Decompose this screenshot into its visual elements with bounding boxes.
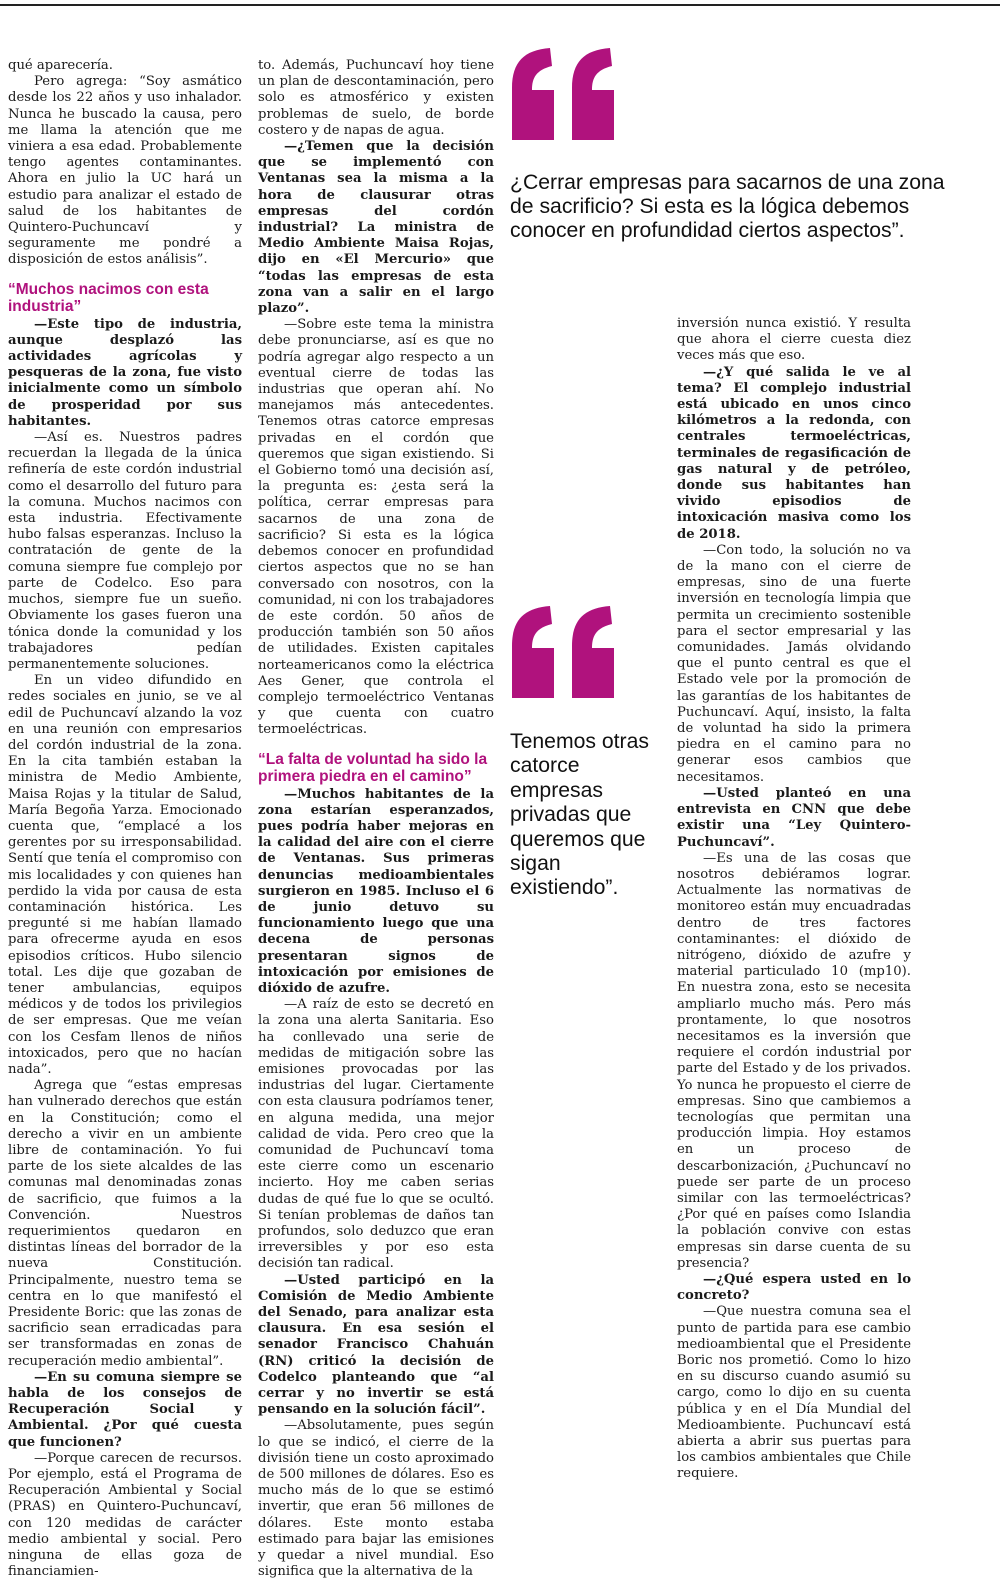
top-rule	[0, 4, 1000, 6]
interview-question: —En su comuna siempre se habla de los consejos de Recuperación Social y Ambiental. ¿Por qué cuesta que funcionen?	[8, 1369, 242, 1450]
column-1	[8, 58, 242, 1580]
interview-question: —¿Qué espera usted en lo concreto?	[677, 1271, 911, 1304]
paragraph: —Es una de las cosas que nosotros debiéramos lograr. Actualmente las normativas de monitoreo están muy encuadradas dentro de tres factores contaminantes: el dióxido de nitrógeno, dióxido de azufre y material particulado 10 (mp10). En nuestra zona, esto se necesita ampliarlo mucho más. Pero más prontamente, lo que nosotros necesitamos es la inversión que requiere el cordón industrial por parte del Estado y de los privados. Yo nunca he propuesto el cierre de empresas. Sino que cambiemos a tecnologías que permitan una producción limpia. Hoy estamos en un proceso de descarbonización, ¿Puchuncaví no puede ser parte de un proceso similar con las termoeléctricas? ¿Por qué en países como Islandia la población convive con estas empresas sin darse cuenta de su presencia?	[677, 850, 911, 1271]
column-3	[677, 316, 911, 1483]
paragraph: —Absolutamente, pues según lo que se indicó, el cierre de la división tiene un costo aproximado de 500 millones de dólares. Eso es mucho más de lo que se estimó invertir, que eran 56 millones de dólares. Este monto estaba estimado para bajar las emisiones y quedar a nivel mundial. Eso significa que la alternativa de la	[258, 1418, 494, 1580]
subheading: “Muchos nacimos con esta industria”	[8, 280, 209, 315]
paragraph: —Que nuestra comuna sea el punto de partida para ese cambio medioambiental que el Presidente Boric nos prometió. Como lo hizo en su discurso cuando asumió su cargo, como lo dijo en su cuenta pública y en el Día Mundial del Medioambiente. Puchuncaví está abierta a abrir sus puertas para los cambios ambientales que Chile requiere.	[677, 1304, 911, 1482]
interview-question: —Este tipo de industria, aunque desplazó las actividades agrícolas y pesqueras de la zona, fue visto inicialmente como un símbolo de prosperidad por sus habitantes.	[8, 316, 242, 429]
paragraph: Agrega que “estas empresas han vulnerado derechos que están en la Constitución; como el derecho a vivir en un ambiente libre de contaminación. Yo fui parte de los siete alcaldes de las comunas mal denominadas zonas de sacrificio, que fuimos a la Convención. Nuestros requerimientos quedaron en distintas líneas del borrador de la nueva Constitución. Principalmente, nuestro tema se centra en lo que manifestó el Presidente Boric: que las zonas de sacrificio sean erradicadas para ser transformadas en zonas de recuperación medio ambiental”.	[8, 1078, 242, 1369]
column-2	[258, 58, 494, 1580]
paragraph: to. Además, Puchuncaví hoy tiene un plan de descontaminación, pero solo es atmosférico y existen problemas de suelo, de borde costero y de napas de agua.	[258, 58, 494, 138]
paragraph: Pero agrega: “Soy asmático desde los 22 años y uso inhalador. Nunca he buscado la causa, pero me llama la atención que me viniera a esa edad. Probablemente tengo agentes contaminantes. Ahora en julio la UC hará un estudio para analizar el estado de salud de los habitantes de Quintero-Puchuncaví y seguramente me pondré a disposición de estos análisis”.	[8, 74, 242, 268]
interview-question: —Muchos habitantes de la zona estarían esperanzados, pues podría haber mejoras en la calidad del aire con el cierre de Ventanas. Sus primeras denuncias medioambientales surgieron en 1985. Incluso el 6 de junio detuvo su funcionamiento luego que una decena de personas presentaran signos de intoxicación por emisiones de dióxido de azufre.	[258, 786, 494, 996]
interview-question: —¿Y qué salida le ve al tema? El complejo industrial está ubicado en unos cinco kilómetros a la redonda, con centrales termoeléctricas, terminales de regasificación de gas natural y de petróleo, donde sus habitantes han vivido episodios de intoxicación masiva como los de 2018.	[677, 364, 911, 542]
interview-question: —¿Temen que la decisión que se implementó con Ventanas sea la misma a la hora de clausurar otras empresas del cordón industrial? La ministra de Medio Ambiente Maisa Rojas, dijo en «El Mercurio» que “todas las empresas de esta zona van a salir en el largo plazo”.	[258, 139, 494, 317]
paragraph: inversión nunca existió. Y resulta que ahora el cierre cuesta diez veces más que eso.	[677, 316, 911, 364]
pull-quote: ¿Cerrar empresas para sacarnos de una zona de sacrificio? Si esta es la lógica debemos conocer en profundidad ciertos aspectos”.	[510, 171, 945, 243]
paragraph: —Sobre este tema la ministra debe pronunciarse, así es que no podría agregar algo respecto a un eventual cierre de todas las industrias que operan ahí. No manejamos más antecedentes. Tenemos otras catorce empresas privadas en el cordón que queremos que sigan existiendo. Si el Gobierno tomó una decisión así, la pregunta es: ¿esta será la política, cerrar empresas para sacarnos de una zona de sacrificio? Si esta es la lógica debemos conocer en profundidad ciertos aspectos que no se han conversado con nosotros, con la comunidad, ni con los trabajadores de este cordón. 50 años de producción también son 50 años de utilidades. Existen capitales norteamericanos como la eléctrica Aes Gener, que controla el complejo termoeléctrico Ventanas y que cuenta con cuatro termoeléctricas.	[258, 317, 494, 738]
interview-question: —Usted participó en la Comisión de Medio Ambiente del Senado, para analizar esta clausura. En esa sesión el senador Francisco Chahuán (RN) criticó la decisión de Codelco planteando que “al cerrar y no invertir se está pensando en la solución fácil”.	[258, 1272, 494, 1418]
paragraph: —Con todo, la solución no va de la mano con el cierre de empresas, sino de una fuerte inversión en tecnología limpia que permita un crecimiento sostenible para el sector empresarial y las comunidades. Jamás olvidando que el punto central es que el Estado vele por la promoción de las garantías de los habitantes de Puchuncaví. Aquí, insisto, la falta de voluntad ha sido la primera piedra en el camino para no generar esos cambios que necesitamos.	[677, 542, 911, 785]
paragraph: qué aparecería.	[8, 58, 113, 73]
paragraph: —Así es. Nuestros padres recuerdan la llegada de la única refinería de este cordón industrial como el desarrollo del futuro para la comuna. Muchos nacimos con esta industria. Efectivamente hubo falsas esperanzas. Incluso la contratación de gente de la comuna siempre fue complejo por parte de Codelco. Eso para muchos, siempre fue un sueño. Obviamente los gases fueron una tónica donde la comunidad y los trabajadores pedían permanentemente soluciones.	[8, 430, 242, 672]
interview-question: —Usted planteó en una entrevista en CNN que debe existir una “Ley Quintero-Puchuncaví”.	[677, 785, 911, 850]
quote-mark-icon	[510, 606, 618, 702]
paragraph: —A raíz de esto se decretó en la zona una alerta Sanitaria. Eso ha conllevado una serie de medidas de mitigación sobre las emisiones provocadas por las industrias del lugar. Ciertamente con esta clausura podríamos tener, en alguna medida, una mejor calidad de vida. Pero creo que la comunidad de Puchuncaví toma este cierre como un escenario incierto. Hoy me caben serias dudas de qué fue lo que se ocultó. Si tenían problemas de daños tan profundos, solo deduzco que eran irreversibles y por eso esta decisión tan radical.	[258, 997, 494, 1272]
quote-mark-icon	[510, 48, 618, 144]
paragraph: —Porque carecen de recursos. Por ejemplo, está el Programa de Recuperación Ambiental y Social (PRAS) en Quintero-Puchuncaví, con 120 medidas de carácter medio ambiental y social. Pero ninguna de ellas goza de financiamien-	[8, 1450, 242, 1580]
paragraph: En un video difundido en redes sociales en junio, se ve al edil de Puchuncaví alzando la voz en una reunión con empresarios del cordón industrial de la zona. En la cita también estaban la ministra de Medio Ambiente, Maisa Rojas y la titular de Salud, María Begoña Yarza. Emocionado cuenta que, “emplacé a los gerentes por su irresponsabilidad. Sentí que tenía el compromiso con mis localidades y con quienes han perdido la vida por causa de esta contaminación histórica. Les pregunté si me habían llamado para ofrecerme ayuda en esos episodios críticos. Hubo silencio total. Les dije que gozaban de tener ambulancias, equipos médicos y de todos los privilegios de ser empresas. Que me veían con los Cesfam llenos de niños intoxicados, pero que no hacían nada”.	[8, 673, 242, 1077]
pull-quote: Tenemos otras catorce empresas privadas que queremos que sigan existiendo”.	[510, 730, 649, 900]
subheading: “La falta de voluntad ha sido la primera piedra en el camino”	[258, 750, 488, 785]
